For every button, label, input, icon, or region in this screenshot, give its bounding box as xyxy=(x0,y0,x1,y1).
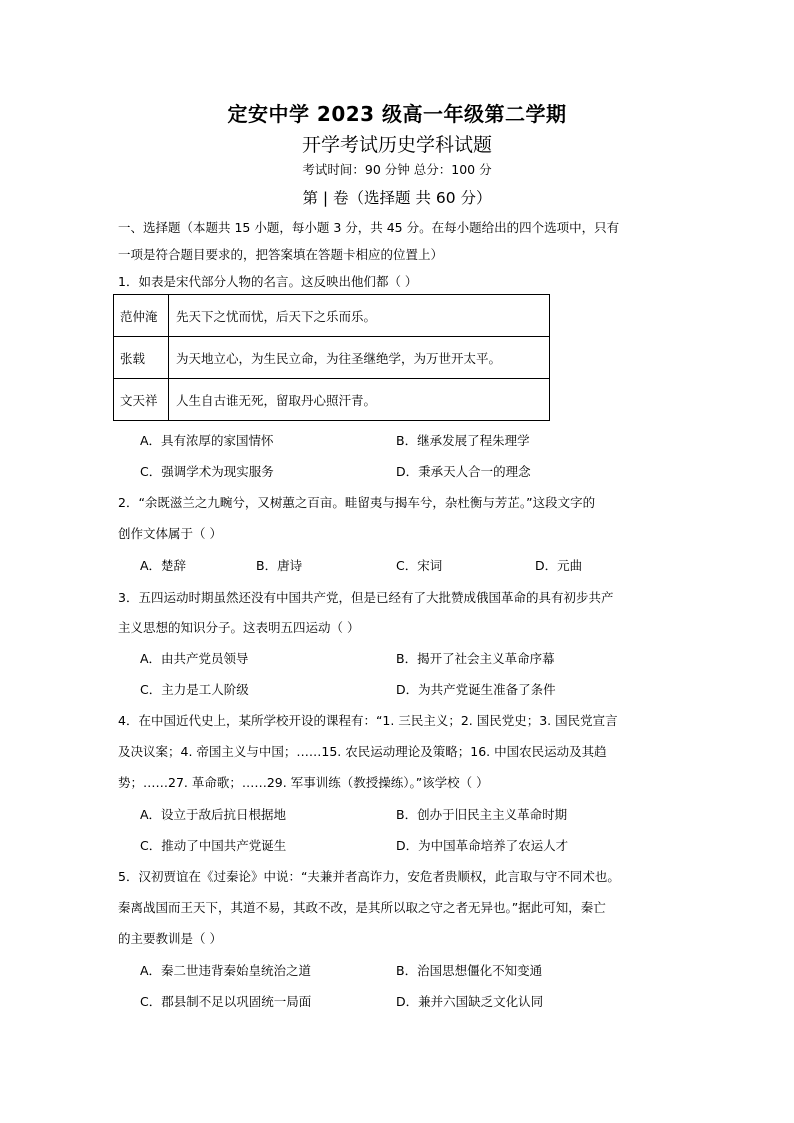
question-5-option-d: D．兼并六国缺乏文化认同 xyxy=(396,994,544,1009)
quote-author: 范仲淹 xyxy=(114,295,169,337)
quote-text: 为天地立心，为生民立命，为往圣继绝学，为万世开太平。 xyxy=(169,337,550,379)
question-4-stem-line-2: 及决议案；4. 帝国主义与中国；……15. 农民运动理论及策略；16. 中国农民运动及其趋 xyxy=(118,744,607,759)
question-3-stem-line-1: 3．五四运动时期虽然还没有中国共产党，但是已经有了大批赞成俄国革命的具有初步共产 xyxy=(118,590,614,605)
question-5-option-c: C．郡县制不足以巩固统一局面 xyxy=(140,994,312,1009)
table-row xyxy=(114,379,550,421)
question-2-option-d: D．元曲 xyxy=(535,558,583,573)
question-4-option-b: B．创办于旧民主主义革命时期 xyxy=(396,807,568,822)
question-3-option-a: A．由共产党员领导 xyxy=(140,651,249,666)
table-row xyxy=(114,295,550,337)
question-4-stem-line-3: 势；……27. 革命歌；……29. 军事训练（教授操练）。”该学校（ ） xyxy=(118,775,489,790)
question-2-stem-line-2: 创作文体属于（ ） xyxy=(118,526,222,541)
section-title: 第 | 卷（选择题 共 60 分） xyxy=(302,189,492,207)
question-1-stem: 1．如表是宋代部分人物的名言。这反映出他们都（ ） xyxy=(118,274,418,289)
exam-info: 考试时间：90 分钟 总分：100 分 xyxy=(302,162,492,177)
question-3-option-b: B．揭开了社会主义革命序幕 xyxy=(396,651,555,666)
question-4-option-c: C．推动了中国共产党诞生 xyxy=(140,838,287,853)
question-3-option-c: C．主力是工人阶级 xyxy=(140,682,249,697)
question-2-option-a: A．楚辞 xyxy=(140,558,187,573)
question-5-stem-line-2: 秦离战国而王天下，其道不易，其政不改，是其所以取之守之者无异也。”据此可知，秦亡 xyxy=(118,900,606,915)
question-1-option-b: B．继承发展了程朱理学 xyxy=(396,433,530,448)
question-2-stem-line-1: 2．“余既滋兰之九畹兮，又树蕙之百亩。畦留夷与揭车兮，杂杜衡与芳芷。”这段文字的 xyxy=(118,495,596,510)
question-2-option-b: B．唐诗 xyxy=(256,558,303,573)
question-1-option-a: A．具有浓厚的家国情怀 xyxy=(140,433,274,448)
quotes-table xyxy=(113,294,550,421)
question-5-option-a: A．秦二世违背秦始皇统治之道 xyxy=(140,963,312,978)
question-2-option-c: C．宋词 xyxy=(396,558,443,573)
question-1-option-d: D．秉承天人合一的理念 xyxy=(396,464,531,479)
quote-author: 文天祥 xyxy=(114,379,169,421)
question-4-option-d: D．为中国革命培养了农运人才 xyxy=(396,838,569,853)
question-1-option-c: C．强调学术为现实服务 xyxy=(140,464,274,479)
instructions-line-1: 一、选择题（本题共 15 小题，每小题 3 分，共 45 分。在每小题给出的四个选项中，只有 xyxy=(118,220,620,235)
question-4-option-a: A．设立于敌后抗日根据地 xyxy=(140,807,287,822)
quote-text: 先天下之忧而忧，后天下之乐而乐。 xyxy=(169,295,550,337)
school-title: 定安中学 2023 级高一年级第二学期 xyxy=(227,102,567,126)
question-4-stem-line-1: 4．在中国近代史上，某所学校开设的课程有：“1. 三民主义；2. 国民党史；3. 国民党宣言 xyxy=(118,713,618,728)
instructions-line-2: 一项是符合题目要求的，把答案填在答题卡相应的位置上） xyxy=(118,247,444,262)
quote-text: 人生自古谁无死，留取丹心照汗青。 xyxy=(169,379,550,421)
question-5-option-b: B．治国思想僵化不知变通 xyxy=(396,963,543,978)
question-5-stem-line-1: 5．汉初贾谊在《过秦论》中说：“夫兼并者高诈力，安危者贵顺权，此言取与守不同术也。 xyxy=(118,869,620,884)
quote-author: 张载 xyxy=(114,337,169,379)
question-3-option-d: D．为共产党诞生准备了条件 xyxy=(396,682,556,697)
question-5-stem-line-3: 的主要教训是（ ） xyxy=(118,931,222,946)
exam-title: 开学考试历史学科试题 xyxy=(301,134,492,156)
question-3-stem-line-2: 主义思想的知识分子。这表明五四运动（ ） xyxy=(118,620,360,635)
table-row xyxy=(114,337,550,379)
